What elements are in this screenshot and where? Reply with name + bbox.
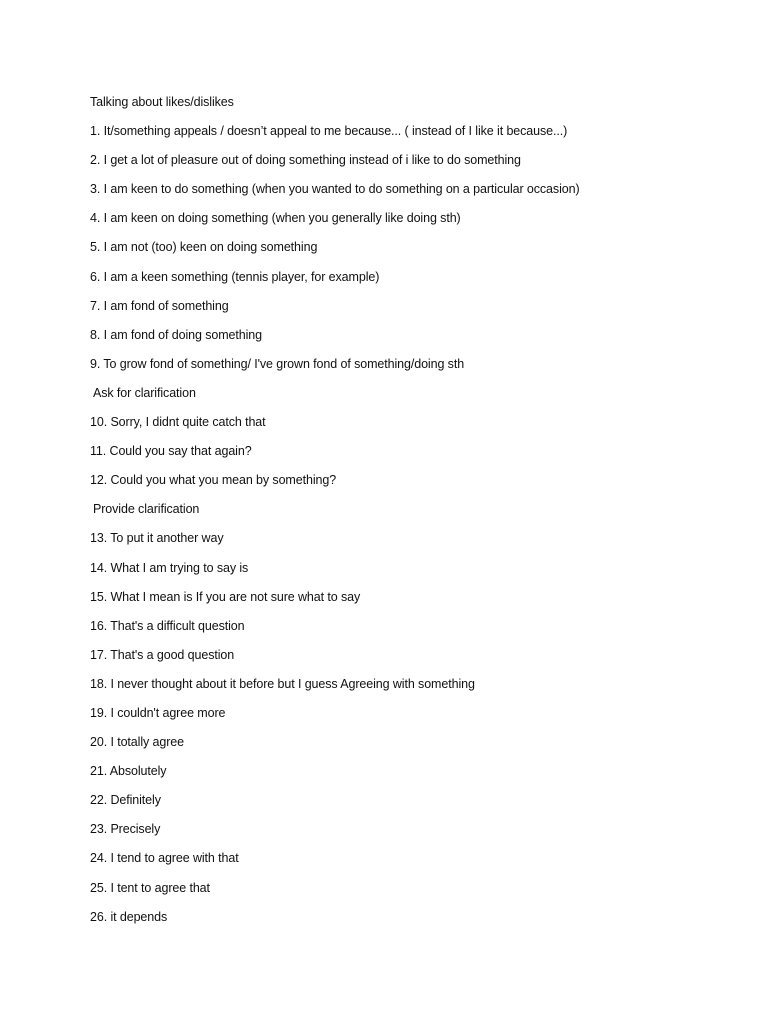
list-item: 23. Precisely <box>90 822 161 837</box>
list-item: 8. I am fond of doing something <box>90 327 263 342</box>
list-item: 19. I couldn't agree more <box>90 705 226 720</box>
list-item: 11. Could you say that again? <box>90 444 252 459</box>
list-item: 24. I tend to agree with that <box>90 851 239 866</box>
list-item: 5. I am not (too) keen on doing something <box>90 240 318 255</box>
document-body <box>90 93 730 937</box>
list-item: 12. Could you what you mean by something? <box>90 473 337 488</box>
list-item: 17. That's a good question <box>90 647 235 662</box>
list-item: 13. To put it another way <box>90 531 224 546</box>
list-item: 20. I totally agree <box>90 735 184 750</box>
list-item: 16. That's a difficult question <box>90 618 245 633</box>
list-item: 6. I am a keen something (tennis player, for example) <box>90 269 380 284</box>
list-item: 18. I never thought about it before but I guess Agreeing with something <box>90 676 475 691</box>
section-heading-ask-clarification: Ask for clarification <box>93 385 196 400</box>
list-item: 10. Sorry, I didnt quite catch that <box>90 415 266 430</box>
list-item: 26. it depends <box>90 909 168 924</box>
list-item: 22. Definitely <box>90 793 161 808</box>
section-heading-provide-clarification: Provide clarification <box>93 502 200 517</box>
list-item: 14. What I am trying to say is <box>90 560 249 575</box>
list-item: 1. It/something appeals / doesn’t appeal to me because... ( instead of I like it because...) <box>90 124 568 139</box>
list-item: 3. I am keen to do something (when you wanted to do something on a particular occasion) <box>90 182 580 197</box>
section-heading-likes-dislikes: Talking about likes/dislikes <box>90 95 234 109</box>
list-item: 2. I get a lot of pleasure out of doing something instead of i like to do something <box>90 153 521 168</box>
list-item: 9. To grow fond of something/ I've grown fond of something/doing sth <box>90 356 465 371</box>
list-item: 7. I am fond of something <box>90 298 229 313</box>
list-item: 25. I tent to agree that <box>90 880 210 895</box>
list-item: 21. Absolutely <box>90 764 167 779</box>
list-item: 4. I am keen on doing something (when you generally like doing sth) <box>90 211 461 226</box>
list-item: 15. What I mean is If you are not sure what to say <box>90 589 361 604</box>
